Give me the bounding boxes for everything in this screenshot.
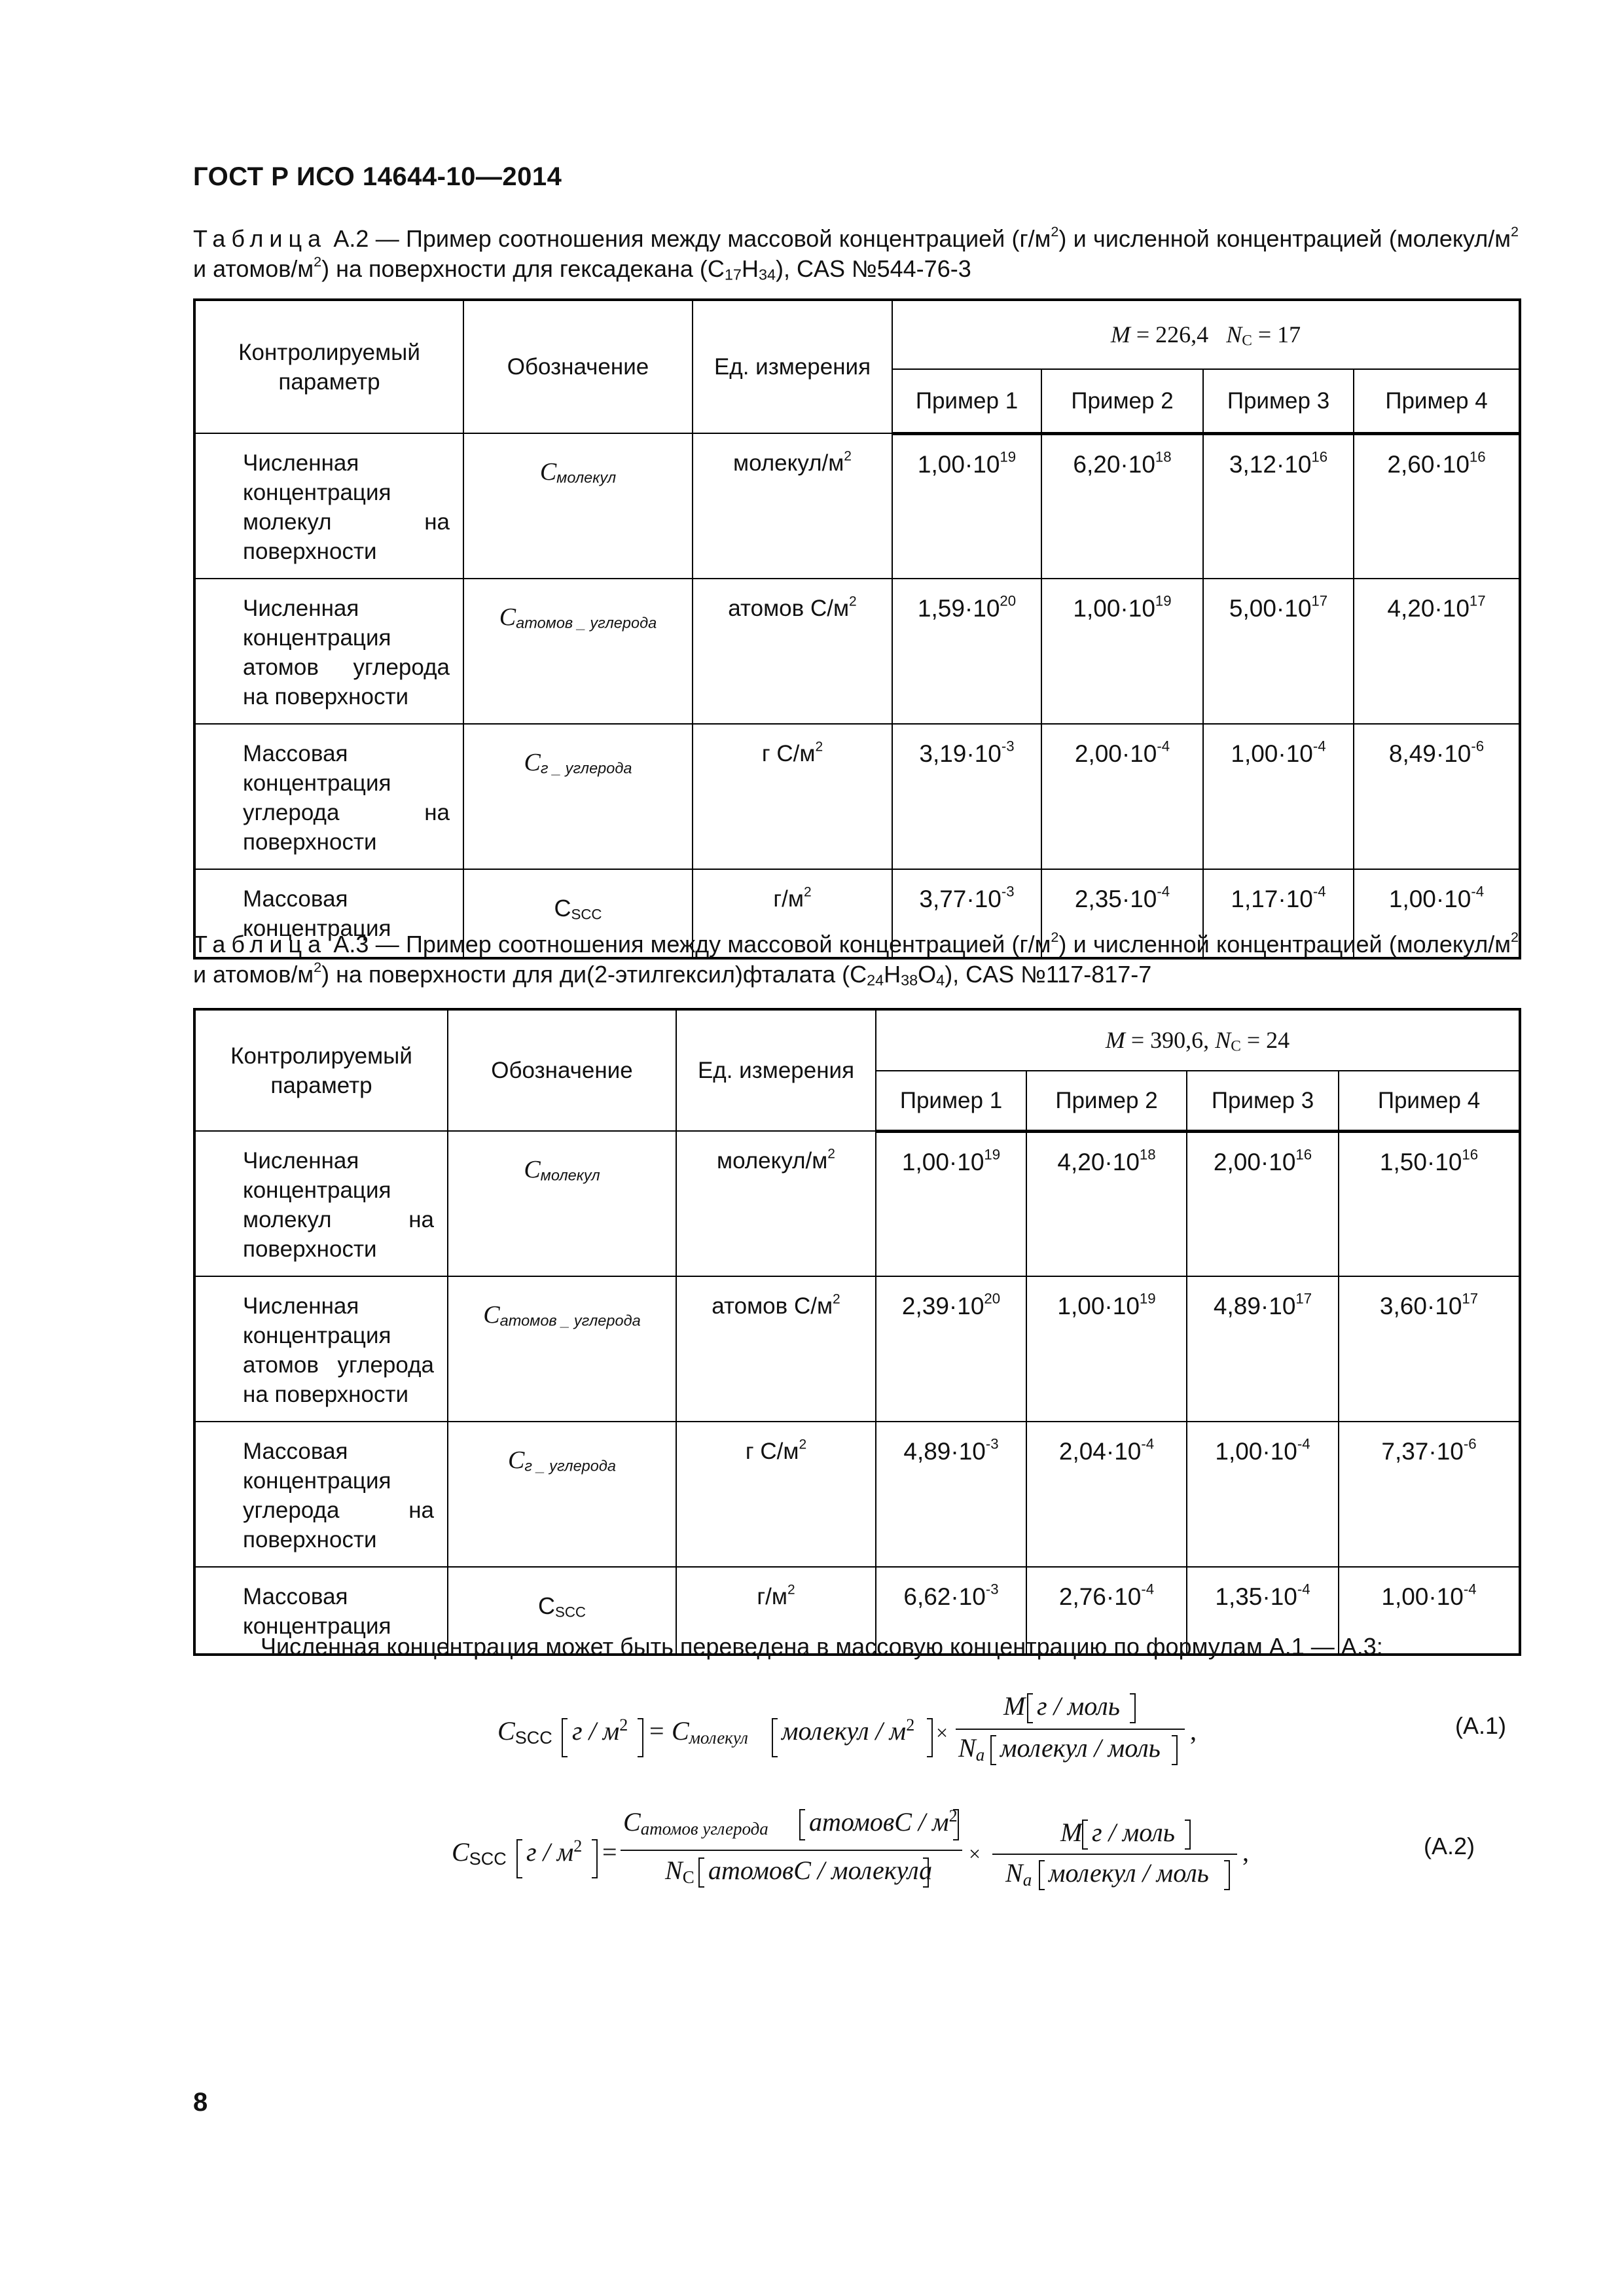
table-a2-caption: Таблица А.2 — Пример соотношения между массовой концентрацией $(г/м^2)$ и численной концентрацией ($молекул/м^2$ и атомов/$м^2$) на поверхности для гексадекана $(С_{17}Н_{34})$, CAS №544-76-3 [193,223,1519,283]
formula-a1-lhs: CSCC [497,1716,552,1748]
col-header-designation: Обозначение [448,1009,676,1131]
value-cell: $1,50\cdot 10^{16}$ [1339,1131,1520,1276]
unit-cell: $г/м^2$ [676,1567,876,1655]
param-cell: Массовая концентрация [194,1567,448,1655]
svg-text:M: M [1060,1818,1083,1847]
svg-text:=: = [602,1837,617,1867]
value-cell: $1,00\cdot 10^{19}$ [1026,1276,1187,1422]
svg-text:г / м2: г / $м^2$ [572,1715,628,1746]
svg-text:NC: NC [665,1856,695,1887]
value-cell: $1,00\cdot 10^{-4}$ [1354,869,1520,958]
value-cell: $4,89\cdot 10^{17}$ [1187,1276,1339,1422]
value-cell: $1,00\cdot 10^{-4}$ [1203,724,1354,869]
designation-cell: $C_{атомов \_ углерода}$ [463,579,693,724]
svg-text:,: , [1242,1837,1249,1867]
formula-a1-number: (А.1) [1455,1712,1507,1739]
example-header-2: Пример 2 [1026,1071,1187,1131]
formula-a2 [452,1803,1276,1901]
example-header-4: Пример 4 [1339,1071,1520,1131]
param-cell: Массовая концентрация углерода на поверхности [194,1422,448,1567]
table-a3 [193,1008,1521,1656]
svg-text:Cмолекул: Cмолекул [672,1716,748,1748]
param-cell: Численная концентрация атомов углерода на поверхности [194,579,463,724]
value-cell: $3,19\cdot 10^{-3}$ [892,724,1041,869]
value-cell: $3,12\cdot 10^{16}$ [1203,433,1354,579]
svg-text:×: × [936,1721,948,1744]
value-cell: $6,20\cdot 10^{18}$ [1041,433,1203,579]
example-header-3: Пример 3 [1203,369,1354,433]
svg-text:Cатомов углерода: Cатомов углерода [623,1807,768,1839]
value-cell: $1,35\cdot 10^{-4}$ [1187,1567,1339,1655]
svg-text:молекул / моль: молекул / моль [1000,1733,1161,1763]
value-cell: $2,35\cdot 10^{-4}$ [1041,869,1203,958]
table-row [194,579,1520,724]
value-cell: $1,00\cdot 10^{-4}$ [1339,1567,1520,1655]
value-cell: $7,37\cdot 10^{-6}$ [1339,1422,1520,1567]
table-a3-caption: Таблица А.3 — Пример соотношения между массовой концентрацией $(г/м^2)$ и численной концентрацией ($молекул/м^2$ и атомов/$м^2$) на поверхности для ди(2-этилгексил)фталата $(С_{24}Н_{38}О_4)$, CAS №117-817-7 [193,928,1519,989]
table-row [194,1276,1520,1422]
conversion-paragraph: Численная концентрация может быть переведена в массовую концентрацию по формулам А.1 — А.3: [261,1633,1383,1660]
unit-cell: молекул/$м^2$ [676,1131,876,1276]
value-cell: $2,60\cdot 10^{16}$ [1354,433,1520,579]
group-header: M = 226,4 $N_C = 17$ [892,300,1520,369]
value-cell: $6,62\cdot 10^{-3}$ [876,1567,1026,1655]
svg-text:×: × [969,1842,981,1865]
value-cell: $2,76\cdot 10^{-4}$ [1026,1567,1187,1655]
value-cell: $4,89\cdot 10^{-3}$ [876,1422,1026,1567]
group-header: M = 390,6, $N_C = 24$ [876,1009,1520,1071]
svg-text:,: , [1190,1716,1197,1746]
example-header-1: Пример 1 [876,1071,1026,1131]
table-row [194,1131,1520,1276]
svg-text:молекул / моль: молекул / моль [1049,1858,1209,1888]
designation-cell: $C_{SCC}$ [463,869,693,958]
value-cell: $1,00\cdot 10^{19}$ [892,433,1041,579]
example-header-3: Пример 3 [1187,1071,1339,1131]
value-cell: $2,39\cdot 10^{20}$ [876,1276,1026,1422]
svg-text:молекул / м2: молекул / $м^2$ [782,1715,915,1746]
value-cell: $1,59\cdot 10^{20}$ [892,579,1041,724]
col-header-param: Контролируемый параметр [194,300,463,433]
document-header: ГОСТ Р ИСО 14644-10—2014 [193,162,562,191]
svg-text:Na: Na [1005,1858,1032,1890]
designation-cell: $C_{г \_ углерода}$ [463,724,693,869]
value-cell: $2,04\cdot 10^{-4}$ [1026,1422,1187,1567]
example-header-1: Пример 1 [892,369,1041,433]
col-header-param: Контролируемый параметр [194,1009,448,1131]
value-cell: $3,77\cdot 10^{-3}$ [892,869,1041,958]
designation-cell: $C_{молекул}$ [463,433,693,579]
svg-text:CSCC: CSCC [452,1837,507,1869]
value-cell: $1,00\cdot 10^{19}$ [876,1131,1026,1276]
designation-cell: $C_{молекул}$ [448,1131,676,1276]
param-cell: Численная концентрация молекул на поверхности [194,433,463,579]
unit-cell: г $С/м^2$ [676,1422,876,1567]
unit-cell: г $С/м^2$ [693,724,892,869]
value-cell: $3,60\cdot 10^{17}$ [1339,1276,1520,1422]
value-cell: $1,00\cdot 10^{19}$ [1041,579,1203,724]
table-row [194,433,1520,579]
designation-cell: $C_{атомов \_ углерода}$ [448,1276,676,1422]
svg-text:=: = [649,1716,664,1746]
unit-cell: атомов $С/м^2$ [676,1276,876,1422]
svg-text:M: M [1003,1691,1026,1721]
value-cell: $2,00\cdot 10^{16}$ [1187,1131,1339,1276]
col-header-designation: Обозначение [463,300,693,433]
param-cell: Численная концентрация атомов углерода на поверхности [194,1276,448,1422]
table-row [194,724,1520,869]
formula-a1 [497,1689,1257,1767]
unit-cell: $г/м^2$ [693,869,892,958]
designation-cell: $C_{SCC}$ [448,1567,676,1655]
svg-text:Na: Na [958,1733,985,1765]
unit-cell: атомов $С/м^2$ [693,579,892,724]
value-cell: $4,20\cdot 10^{17}$ [1354,579,1520,724]
table-row [194,1422,1520,1567]
svg-text:атомовC / м2: атомовC / $м^2$ [809,1806,958,1837]
page-number: 8 [193,2088,208,2117]
svg-text:г / моль: г / моль [1092,1818,1175,1847]
param-cell: Массовая концентрация [194,869,463,958]
value-cell: $2,00\cdot 10^{-4}$ [1041,724,1203,869]
designation-cell: $C_{г \_ углерода}$ [448,1422,676,1567]
example-header-2: Пример 2 [1041,369,1203,433]
param-cell: Массовая концентрация углерода на поверхности [194,724,463,869]
unit-cell: молекул/$м^2$ [693,433,892,579]
svg-text:г / моль: г / моль [1037,1691,1120,1721]
value-cell: $1,00\cdot 10^{-4}$ [1187,1422,1339,1567]
table-a2 [193,298,1521,960]
example-header-4: Пример 4 [1354,369,1520,433]
col-header-unit: Ед. измерения [676,1009,876,1131]
value-cell: $5,00\cdot 10^{17}$ [1203,579,1354,724]
value-cell: $4,20\cdot 10^{18}$ [1026,1131,1187,1276]
value-cell: $8,49\cdot 10^{-6}$ [1354,724,1520,869]
col-header-unit: Ед. измерения [693,300,892,433]
svg-text:г / м2: г / $м^2$ [526,1837,583,1867]
param-cell: Численная концентрация молекул на поверхности [194,1131,448,1276]
formula-a2-number: (А.2) [1424,1833,1475,1859]
svg-text:атомовC / молекула: атомовC / молекула [708,1856,933,1885]
value-cell: $1,17\cdot 10^{-4}$ [1203,869,1354,958]
